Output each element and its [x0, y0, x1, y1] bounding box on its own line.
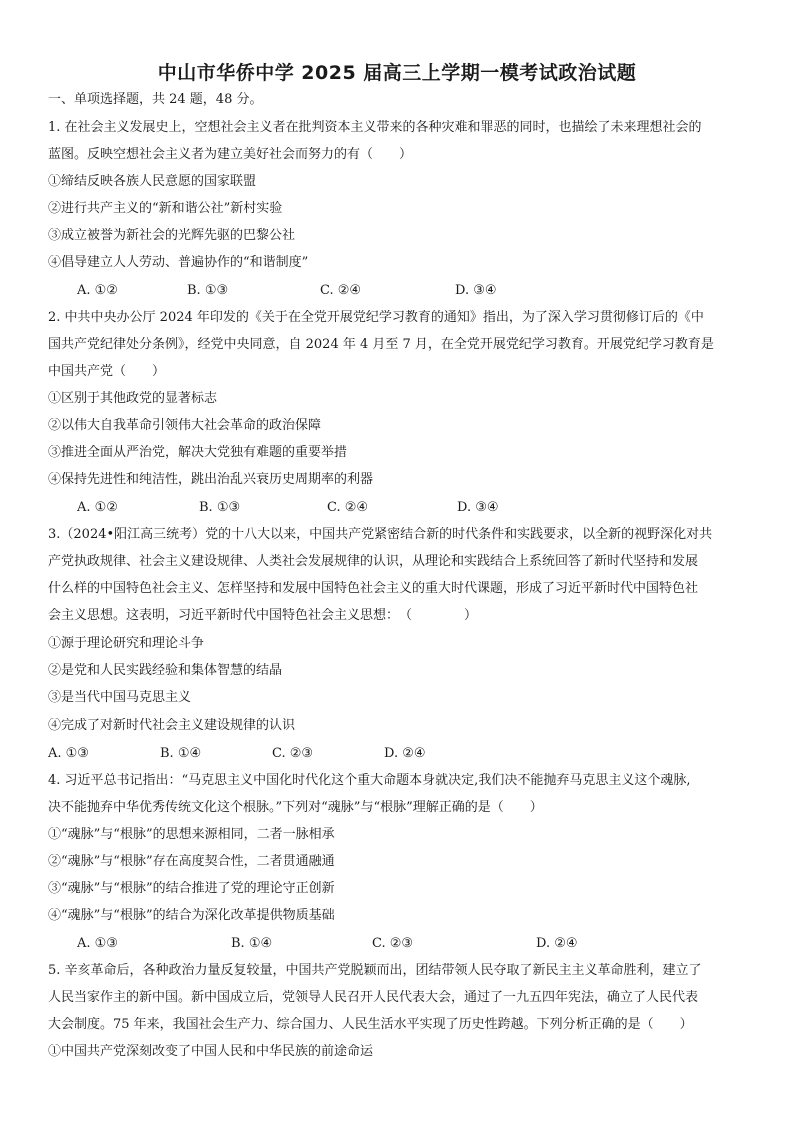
- section-header: 一、单项选择题，共 24 题，48 分。: [48, 92, 263, 107]
- option-b: B. ①③: [199, 500, 241, 515]
- question-stem-line: 3.（2024•阳江高三统考）党的十八大以来，中国共产党紧密结合新的时代条件和实践要求，以全新的视野深化对共: [48, 527, 713, 542]
- question-stem-line: 中国共产党（ ）: [48, 364, 166, 379]
- question-item: ②进行共产主义的“新和谐公社”新村实验: [48, 201, 283, 216]
- question-item: ③“魂脉”与“根脉”的结合推进了党的理论守正创新: [48, 881, 335, 896]
- option-d: D. ②④: [384, 746, 426, 761]
- question-stem-line: 大会制度。75 年来，我国社会生产力、综合国力、人民生活水平实现了历史性跨越。下列分析正确的是（ ）: [48, 1017, 693, 1032]
- answer-options: [0, 283, 794, 299]
- question-item: ②是党和人民实践经验和集体智慧的结晶: [48, 663, 283, 678]
- question-stem-line: 1. 在社会主义发展史上，空想社会主义者在批判资本主义带来的各种灾难和罪恶的同时，也描绘了未来理想社会的: [48, 120, 702, 135]
- option-a: A. ①②: [77, 283, 118, 298]
- option-d: D. ②④: [536, 936, 578, 951]
- question-stem-line: 人民当家作主的新中国。新中国成立后，党领导人民召开人民代表大会，通过了一九五四年宪法，确立了人民代表: [48, 990, 699, 1005]
- question-item: ③是当代中国马克思主义: [48, 690, 192, 705]
- option-c: C. ②③: [372, 936, 414, 951]
- answer-options: [0, 746, 794, 762]
- answer-options: [0, 500, 794, 516]
- question-stem-line: 产党执政规律、社会主义建设规律、人类社会发展规律的认识，从理论和实践结合上系统回答了新时代坚持和发展: [48, 554, 699, 569]
- question-item: ①中国共产党深刻改变了中国人民和中华民族的前途命运: [48, 1044, 374, 1059]
- option-d: D. ③④: [455, 283, 497, 298]
- option-d: D. ③④: [457, 500, 499, 515]
- question-item: ①缔结反映各族人民意愿的国家联盟: [48, 174, 257, 189]
- option-b: B. ①④: [231, 936, 273, 951]
- question-item: ④倡导建立人人劳动、普遍协作的“和谐制度”: [48, 255, 309, 270]
- question-stem-line: 4. 习近平总书记指出：“马克思主义中国化时代化这个重大命题本身就决定,我们决不能抛弃马克思主义这个魂脉,: [48, 773, 691, 788]
- option-c: C. ②④: [320, 283, 362, 298]
- option-a: A. ①③: [77, 936, 118, 951]
- option-a: A. ①③: [48, 746, 89, 761]
- option-c: C. ②④: [327, 500, 369, 515]
- question-item: ②以伟大自我革命引领伟大社会革命的政治保障: [48, 418, 322, 433]
- option-b: B. ①④: [160, 746, 202, 761]
- question-stem-line: 2. 中共中央办公厅 2024 年印发的《关于在全党开展党纪学习教育的通知》指出，为了深入学习贯彻修订后的《中: [48, 310, 704, 325]
- question-stem-line: 5. 辛亥革命后，各种政治力量反复较量，中国共产党脱颖而出，团结带领人民夺取了新民主主义革命胜利，建立了: [48, 963, 702, 978]
- question-item: ①“魂脉”与“根脉”的思想来源相同，二者一脉相承: [48, 827, 335, 842]
- option-c: C. ②③: [272, 746, 314, 761]
- question-item: ③成立被誉为新社会的光辉先驱的巴黎公社: [48, 228, 296, 243]
- question-item: ①区别于其他政党的显著标志: [48, 391, 218, 406]
- question-item: ④“魂脉”与“根脉”的结合为深化改革提供物质基础: [48, 908, 335, 923]
- question-item: ④完成了对新时代社会主义建设规律的认识: [48, 718, 296, 733]
- question-item: ①源于理论研究和理论斗争: [48, 636, 205, 651]
- page-title: 中山市华侨中学 2025 届高三上学期一模考试政治试题: [157, 62, 637, 84]
- question-stem-line: 蓝图。反映空想社会主义者为建立美好社会而努力的有（ ）: [48, 147, 413, 162]
- option-b: B. ①③: [187, 283, 229, 298]
- question-item: ③推进全面从严治党，解决大党独有难题的重要举措: [48, 445, 348, 460]
- option-a: A. ①②: [77, 500, 118, 515]
- question-item: ②“魂脉”与“根脉”存在高度契合性，二者贯通融通: [48, 854, 335, 869]
- question-stem-line: 决不能抛弃中华优秀传统文化这个根脉。”下列对“魂脉”与“根脉”理解正确的是（ ）: [48, 800, 543, 815]
- question-item: ④保持先进性和纯洁性，跳出治乱兴衰历史周期率的利器: [48, 472, 374, 487]
- answer-options: [0, 936, 794, 952]
- question-stem-line: 会主义思想。这表明，习近平新时代中国特色社会主义思想： （ ）: [48, 608, 478, 623]
- question-stem-line: 什么样的中国特色社会主义、怎样坚持和发展中国特色社会主义的重大时代课题，形成了习近平新时代中国特色社: [48, 581, 699, 596]
- question-stem-line: 国共产党纪律处分条例》，经党中央同意，自 2024 年 4 月至 7 月，在全党开展党纪学习教育。开展党纪学习教育是: [48, 337, 714, 352]
